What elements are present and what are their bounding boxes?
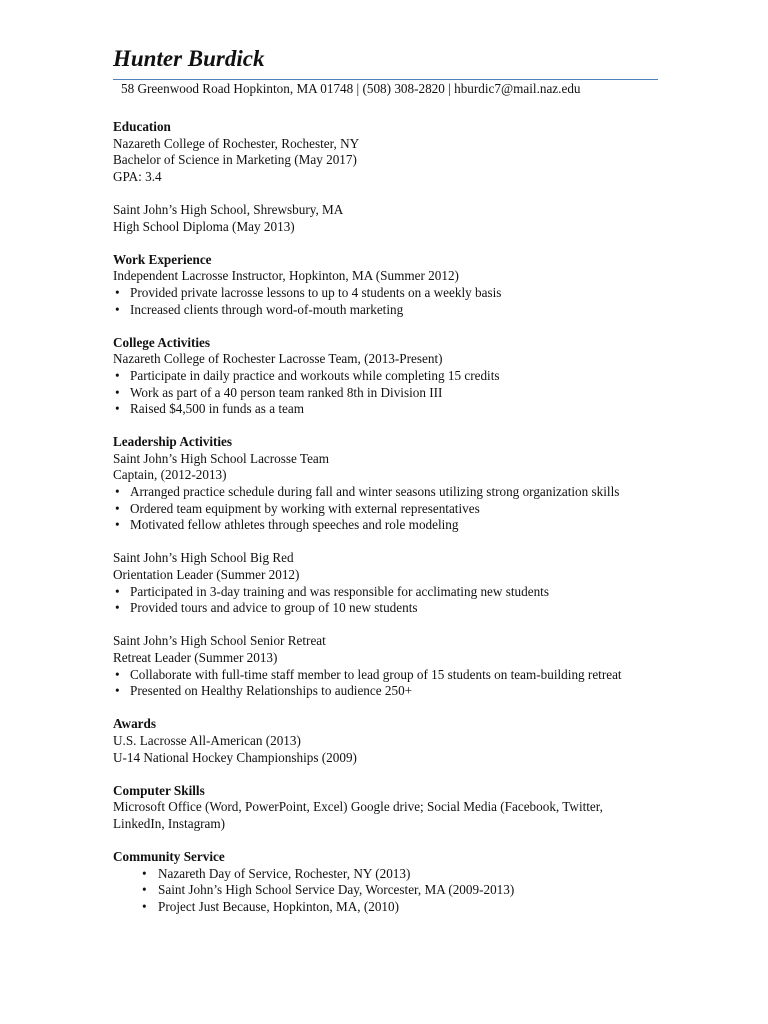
section-heading-college: College Activities [113,334,211,350]
role-line: Orientation Leader (Summer 2012) [113,567,300,583]
list-item-text: Increased clients through word-of-mouth marketing [130,301,404,317]
list-item-text: Saint John’s High School Service Day, Worcester, MA (2009-2013) [158,882,515,898]
list-item-text: Collaborate with full-time staff member to lead group of 15 students on team-building retreat [130,666,622,682]
bullet-icon: • [115,600,120,616]
contact-info: 58 Greenwood Road Hopkinton, MA 01748 | (508) 308-2820 | hburdic7@mail.naz.edu [121,81,581,96]
list-item-text: Provided private lacrosse lessons to up to 4 students on a weekly basis [130,284,502,300]
resume-name: Hunter Burdick [113,46,265,71]
leadership-bullet-list [113,667,673,700]
award-line: U-14 National Hockey Championships (2009) [113,749,357,765]
awards-section [113,716,673,766]
work-bullet-list [113,285,673,318]
list-item [113,368,673,385]
list-item-text: Provided tours and advice to group of 10 new students [130,600,418,616]
list-item [113,882,673,899]
bullet-icon: • [115,384,120,400]
skills-line: LinkedIn, Instagram) [113,815,226,831]
leadership-bullet-list [113,584,673,617]
list-item-text: Presented on Healthy Relationships to audience 250+ [130,683,413,699]
section-heading-skills: Computer Skills [113,782,205,798]
bullet-icon: • [115,284,120,300]
section-heading-community: Community Service [113,849,225,865]
list-item [113,501,673,518]
bullet-icon: • [115,500,120,516]
section-heading-work: Work Experience [113,251,212,267]
school-line: Saint John’s High School, Shrewsbury, MA [113,201,344,217]
leadership-section [113,434,673,700]
education-section [113,119,673,235]
gpa-line: GPA: 3.4 [113,168,162,184]
list-item-text: Ordered team equipment by working with external representatives [130,500,480,516]
role-line: Retreat Leader (Summer 2013) [113,650,278,665]
degree-line: Bachelor of Science in Marketing (May 2017) [113,152,357,168]
section-heading-leadership: Leadership Activities [113,434,233,450]
list-item [113,517,673,534]
section-heading-education: Education [113,119,171,134]
section-heading-awards: Awards [113,716,156,732]
bullet-icon: • [115,401,120,417]
bullet-icon: • [115,583,120,599]
organization-line: Saint John’s High School Big Red [113,550,294,566]
list-item [113,899,673,916]
header-rule [113,79,658,80]
list-item [113,584,673,601]
community-bullet-list [113,866,673,916]
organization-line: Saint John’s High School Lacrosse Team [113,450,330,466]
community-service-section [113,849,673,915]
list-item [113,302,673,319]
bullet-icon: • [142,882,147,898]
school-line: Nazareth College of Rochester, Rochester, NY [113,135,360,151]
bullet-icon: • [115,683,120,699]
work-experience-section [113,252,673,318]
resume-body [113,119,673,932]
award-line: U.S. Lacrosse All-American (2013) [113,732,301,748]
list-item [113,285,673,302]
bullet-icon: • [115,301,120,317]
college-activities-section [113,335,673,418]
activity-title-line: Nazareth College of Rochester Lacrosse Team, (2013-Present) [113,351,443,367]
computer-skills-section [113,783,673,833]
list-item [113,667,673,684]
list-item [113,683,673,700]
list-item [113,866,673,883]
list-item-text: Participate in daily practice and workouts while completing 15 credits [130,367,500,383]
bullet-icon: • [142,865,147,881]
list-item-text: Participated in 3-day training and was responsible for acclimating new students [130,583,549,599]
job-title-line: Independent Lacrosse Instructor, Hopkinton, MA (Summer 2012) [113,268,459,284]
bullet-icon: • [115,666,120,682]
list-item [113,385,673,402]
college-bullet-list [113,368,673,418]
list-item [113,600,673,617]
bullet-icon: • [115,484,120,500]
leadership-bullet-list [113,484,673,534]
list-item [113,401,673,418]
list-item [113,484,673,501]
role-line: Captain, (2012-2013) [113,467,227,483]
bullet-icon: • [142,898,147,914]
list-item-text: Motivated fellow athletes through speeches and role modeling [130,517,459,533]
list-item-text: Work as part of a 40 person team ranked 8th in Division III [130,384,443,400]
organization-line: Saint John’s High School Senior Retreat [113,633,326,649]
list-item-text: Raised $4,500 in funds as a team [130,401,304,417]
skills-line: Microsoft Office (Word, PowerPoint, Excel) Google drive; Social Media (Facebook, Twitter, [113,799,603,815]
list-item-text: Arranged practice schedule during fall and winter seasons utilizing strong organization skills [130,484,620,500]
degree-line: High School Diploma (May 2013) [113,218,295,234]
bullet-icon: • [115,367,120,383]
bullet-icon: • [115,517,120,533]
list-item-text: Nazareth Day of Service, Rochester, NY (2013) [158,865,411,881]
list-item-text: Project Just Because, Hopkinton, MA, (2010) [158,898,400,914]
